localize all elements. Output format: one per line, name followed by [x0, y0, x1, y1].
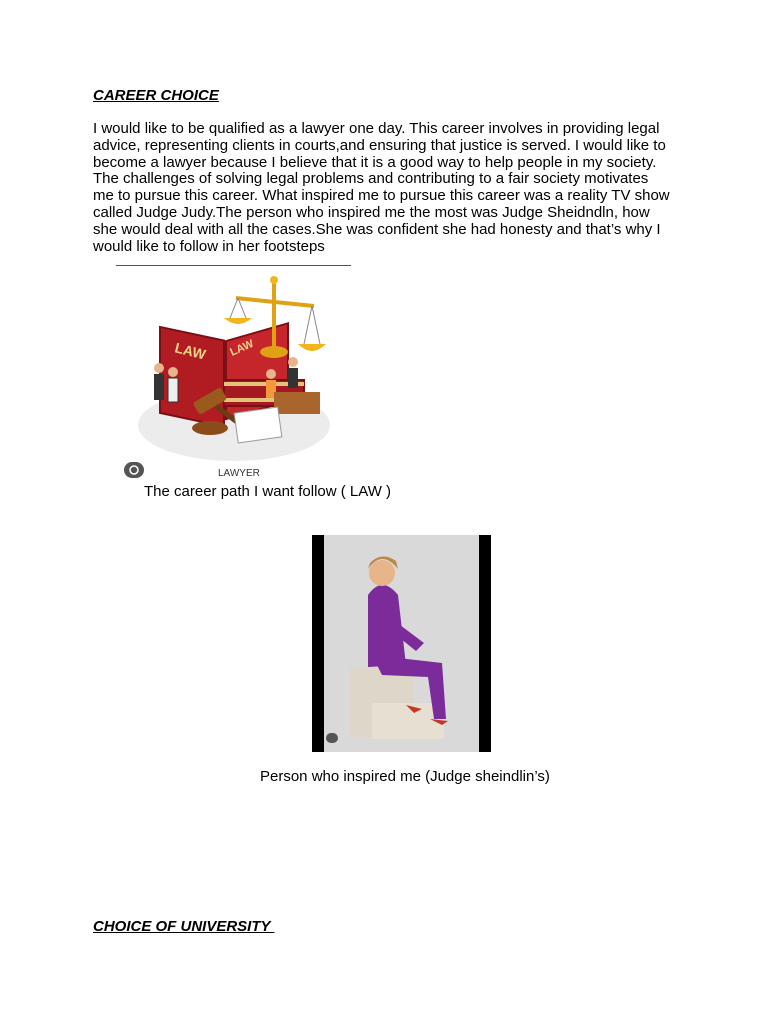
career-choice-heading: CAREER CHOICE [93, 87, 219, 104]
career-paragraph: I would like to be qualified as a lawyer one day. This career involves in providing legal advice, representing clients in courts,and ensuring that justice is served. I would like to become a lawyer because I believe that it is a good way to help people in my society. The challenges of solving legal problems and contributing to a fair society motivates me to pursue this career. What inspired me to pursue this career was a reality TV show called Judge Judy.The person who inspired me the most was Judge Sheidndln, how she would deal with all the cases.She was confident she had honesty and that’s why I would like to follow in her footsteps [93, 120, 670, 255]
lens-icon[interactable] [124, 462, 144, 478]
divider-line [116, 265, 351, 266]
figure2-caption: Person who inspired me (Judge sheindlin’s) [260, 768, 550, 785]
judge-photo [312, 535, 491, 752]
law-illustration [118, 270, 352, 480]
svg-text:LAW: LAW [228, 337, 256, 359]
lawyer-label: LAWYER [218, 468, 260, 479]
university-heading: CHOICE OF UNIVERSITY [93, 918, 275, 935]
face [369, 560, 395, 586]
documents [234, 407, 282, 443]
figure1-caption: The career path I want follow ( LAW ) [144, 483, 392, 500]
svg-text:LAW: LAW [173, 339, 208, 363]
